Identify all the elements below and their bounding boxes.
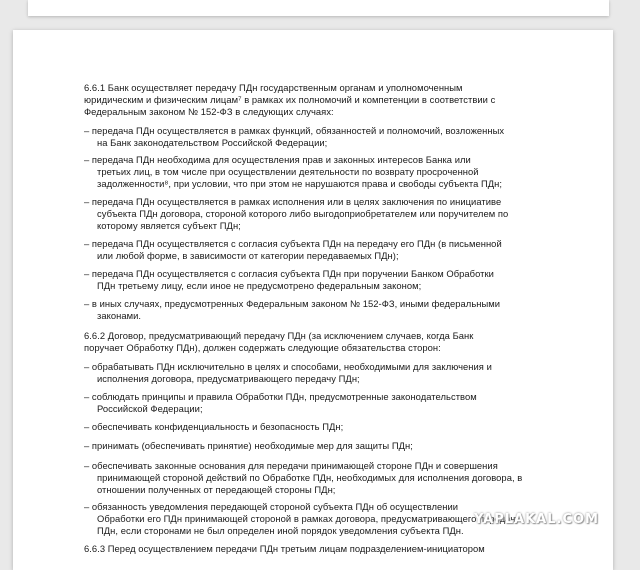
text-line: на Банк законодательством Российской Федерации; (97, 137, 328, 148)
text-line: – принимать (обеспечивать принятие) необходимые мер для защиты ПДн; (84, 440, 413, 451)
text-line: задолженности⁸, при условии, что при этом не нарушаются права и свободы субъекта ПДн; (97, 178, 503, 189)
text-line: – передача ПДн необходима для осуществления прав и законных интересов Банка или (84, 154, 471, 165)
text-line: поручает Обработку ПДн), должен содержать следующие обязательства сторон: (84, 342, 441, 353)
previous-page-edge (28, 0, 609, 16)
document-page (13, 30, 613, 570)
text-line: юридическим и физическим лицам⁷ в рамках их полномочий и компетенции в соответствии с (84, 94, 496, 105)
text-line: которому является субъект ПДн; (97, 220, 241, 231)
text-line: – передача ПДн осуществляется с согласия субъекта ПДн при поручении Банком Обработки (84, 268, 494, 279)
text-line: – обеспечивать законные основания для передачи принимающей стороне ПДн и совершения (84, 460, 498, 471)
watermark-logo: YAPLAKAL.COM (474, 512, 599, 527)
text-line: – в иных случаях, предусмотренных Федеральным законом № 152-ФЗ, иными федеральными (84, 298, 501, 309)
text-line: исполнения договора, предусматривающего передачу ПДн; (97, 373, 360, 384)
text-line: Федеральным законом № 152-ФЗ в следующих случаях: (84, 106, 334, 117)
text-line: 6.6.3 Перед осуществлением передачи ПДн третьим лицам подразделением-инициатором (84, 543, 485, 554)
text-line: отношении полученных от передающей стороны ПДн; (97, 484, 336, 495)
text-line: – передача ПДн осуществляется в рамках функций, обязанностей и полномочий, возложенных (84, 125, 505, 136)
text-line: 6.6.1 Банк осуществляет передачу ПДн государственным органам и уполномоченным (84, 82, 463, 93)
text-line: принимающей стороной действий по Обработке ПДн, необходимых для исполнения договора, в (97, 472, 523, 483)
text-line: – передача ПДн осуществляется в рамках исполнения или в целях заключения по инициативе (84, 196, 502, 207)
text-line: ПДн третьему лицу, если иное не предусмотрено федеральным законом; (97, 280, 422, 291)
text-line: ПДн, если сторонами не был определен иной порядок уведомления субъекта ПДн. (97, 525, 464, 536)
text-line: третьих лиц, в том числе при осуществлении деятельности по возврату просроченной (97, 166, 479, 177)
text-line: Обработки его ПДн принимающей стороной в рамках договора, предусматривающего передачу (97, 513, 520, 524)
text-line: законами. (97, 310, 142, 321)
text-line: – обеспечивать конфиденциальность и безопасность ПДн; (84, 421, 344, 432)
text-line: субъекта ПДн договора, стороной которого либо выгодоприобретателем или поручителем по (97, 208, 509, 219)
text-line: Российской Федерации; (97, 403, 203, 414)
text-line: или любой форме, в зависимости от категории передаваемых ПДн); (97, 250, 399, 261)
text-line: – обязанность уведомления передающей стороной субъекта ПДн об осуществлении (84, 501, 459, 512)
text-line: – соблюдать принципы и правила Обработки ПДн, предусмотренные законодательством (84, 391, 477, 402)
text-line: – передача ПДн осуществляется с согласия субъекта ПДн на передачу его ПДн (в письменной (84, 238, 502, 249)
text-line: – обрабатывать ПДн исключительно в целях и способами, необходимыми для заключения и (84, 361, 492, 372)
text-line: 6.6.2 Договор, предусматривающий передачу ПДн (за исключением случаев, когда Банк (84, 330, 474, 341)
